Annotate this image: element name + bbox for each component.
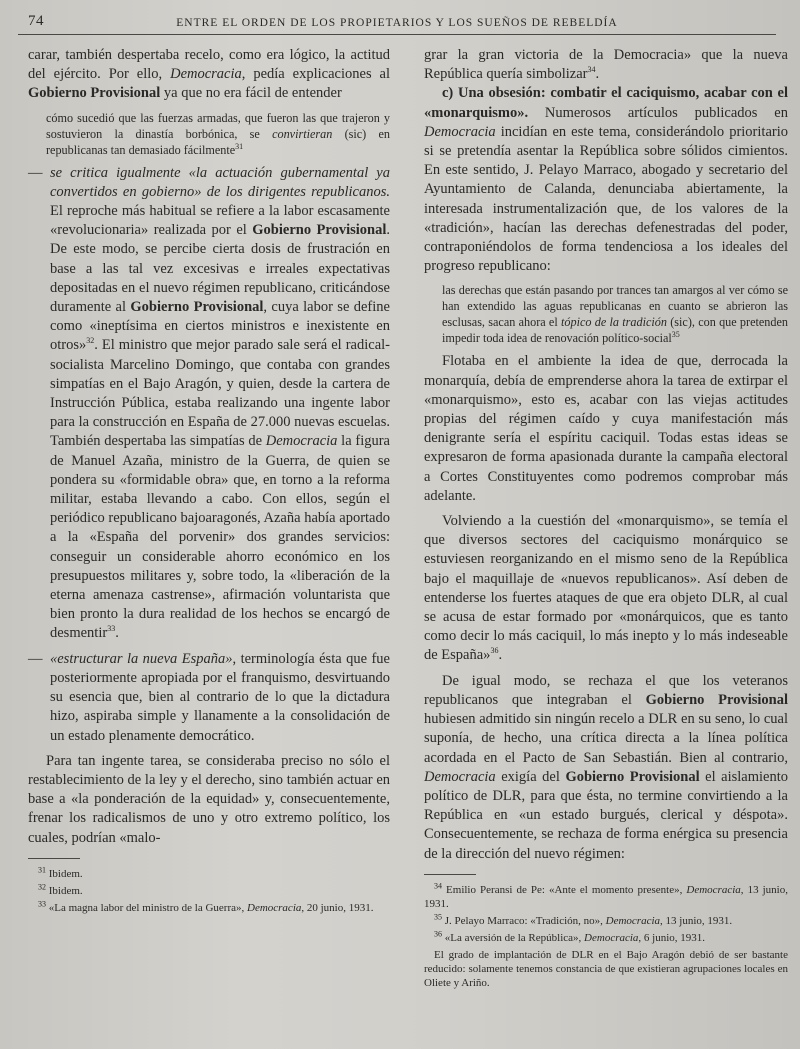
footnote-rule bbox=[424, 874, 476, 875]
footnote: $^{34}$ Emilio Peransi de Pe: «Ante el momento presente», Democracia, 13 junio, 1931. bbox=[424, 881, 788, 910]
footnote: $^{35}$ J. Pelayo Marraco: «Tradición, no», Democracia, 13 junio, 1931. bbox=[434, 912, 733, 927]
footnote-rule bbox=[28, 858, 80, 859]
block-quote: cómo sucedió que las fuerzas armadas, que fueron las que trajeron y sostuvieron la dinastía borbónica, se convirtieran (sic) en republicanas tan demasiado fácilmente$^{31}$ bbox=[46, 110, 390, 157]
footnote: $^{33}$ «La magna labor del ministro de la Guerra», Democracia, 20 junio, 1931. bbox=[38, 899, 374, 914]
paragraph: grar la gran victoria de la Democracia» que la nueva República quería simbolizar$^{34}$. bbox=[424, 47, 788, 83]
dash-item: — «estructurar la nueva España», terminología ésta que fue posteriormente apropiada por el franquismo, desvirtuando su esencia que, bien al contrario de lo que la dictadura hizo, aspiraba simple y llanamente a la consolidación de un estado plenamente democrático. bbox=[28, 650, 390, 744]
right-column bbox=[424, 46, 788, 993]
running-title: ENTRE EL ORDEN DE LOS PROPIETARIOS Y LOS SUEÑOS DE REBELDÍA bbox=[176, 17, 618, 29]
running-header bbox=[18, 10, 776, 35]
footnote: $^{32}$ Ibidem. bbox=[38, 882, 83, 897]
footnote: $^{31}$ Ibidem. bbox=[38, 865, 83, 880]
paragraph: De igual modo, se rechaza el que los veteranos republicanos que integraban el Gobierno Provisional hubiesen admitido sin ningún recelo a DLR en su seno, lo cual suponía, de hecho, una crítica directa a la línea política acordada en el Pacto de San Sebastián. Bien al contrario, Democracia exigía del Gobierno Provisional el aislamiento político de DLR, para que ésta, no termine convirtiendo a la República en «un estado burgués, clerical y déspota». Consecuentemente, se rechaza de forma enérgica su presencia de la dirección del nuevo régimen: bbox=[424, 672, 788, 862]
paragraph: Volviendo a la cuestión del «monarquismo», se temía el que diversos sectores del caciquismo monárquico se estuviesen reorganizando en el mismo seno de la República bajo el maquillaje de «nuevos republicanos». Así deben de entenderse los fuertes ataques de que era objeto DLR, al cual se acusa de estar formado por «monárquicos, que es tanto como decir lo más caciquil, lo más inepto y lo más indeseable de España»$^{36}$. bbox=[424, 513, 788, 664]
page-number: 74 bbox=[28, 13, 44, 29]
paragraph: carar, también despertaba recelo, como era lógico, la actitud del ejército. Por ello, Democracia, pedía explicaciones al Gobierno Provisional ya que no era fácil de entender bbox=[28, 47, 390, 102]
paragraph: Para tan ingente tarea, se consideraba preciso no sólo el restablecimiento de la ley y el derecho, sino también actuar en base a «la ponderación de la equidad» y, consecuentemente, frenar los radicalismos de uno y otro extremo político, los cuales, podrían «malo- bbox=[28, 752, 390, 846]
dash-item: — se critica igualmente «la actuación gubernamental ya convertidos en gobierno» de los dirigentes republicanos. El reproche más habitual se refiere a la labor escasamente «revolucionaria» realizada por el Gobierno Provisional. De este modo, se percibe cierta dosis de frustración en base a las tal vez excesivas e irreales expectativas depositadas en el nuevo régimen republicano, criticándose duramente al Gobierno Provisional, cuya labor se define como «ineptísima en ciertos ministros e inexistente en otros»$^{32}$. El ministro que mejor parado sale será el radical-socialista Marcelino Domingo, que contaba con grandes simpatías en el Bajo Aragón, y quien, desde la cartera de Instrucción Pública, estaba realizando una ingente labor para la construcción en España de 27.000 nuevas escuelas. También despertaba las simpatías de Democracia la figura de Manuel Azaña, ministro de la Guerra, de quien se pondera su «formidable obra» que, en torno a la reforma militar, estaba llevando a cabo. Con ellos, según el periódico republicano bajoaragonés, Azaña había aportado a la «España del porvenir» dos grandes servicios: conseguir un considerable ahorro económico en los presupuestos militares y, sobre todo, la «liberación de la eterna amenaza castrense», afirmación voluntarista que bien pronto la dura realidad de los hechos se encargó de desmentir$^{33}$. bbox=[28, 164, 390, 642]
section-heading: c) Una obsesión: combatir el caciquismo, acabar con el «monarquismo». bbox=[424, 85, 788, 121]
left-column bbox=[28, 46, 390, 918]
footnote: El grado de implantación de DLR en el Bajo Aragón debió de ser bastante reducido: solamente tenemos constancia de que existieran agrupaciones locales en Oliete y Ariño. bbox=[424, 948, 788, 989]
section-paragraph: c) Una obsesión: combatir el caciquismo, acabar con el «monarquismo». Numerosos artículos publicados en Democracia incidían en este tema, considerándolo prioritario si se pretendía asentar la República sobre sólidos cimientos. En este sentido, J. Pelayo Marraco, abogado y secretario del Ayuntamiento de Calanda, denunciaba abiertamente, la interesada instrumentalización que, de los valores de la «tradición», hacían las derechas defenestradas del poder, contraponiéndolos de forma tendenciosa a los ideales del progreso republicano: bbox=[424, 85, 788, 275]
block-quote: las derechas que están pasando por trances tan amargos al ver cómo se han extendido las aguas republicanas en cuanto se abrieron las esclusas, sacan ahora el tópico de la tradición (sic), con que pretenden impedir toda idea de renovación político-social$^{35}$ bbox=[442, 283, 788, 346]
paragraph: Flotaba en el ambiente la idea de que, derrocada la monarquía, debía de emprenderse ahora la tarea de extirpar el «monarquismo», esto es, acabar con las viejas actitudes propias del régimen caído y cuya manifestación más denigrante sería el espíritu caciquil. Todas estas ideas se expresaron de forma apasionada durante la campaña electoral a Cortes Constituyentes como podremos comprobar más adelante. bbox=[424, 353, 788, 504]
footnote: $^{36}$ «La aversión de la República», Democracia, 6 junio, 1931. bbox=[434, 929, 706, 944]
